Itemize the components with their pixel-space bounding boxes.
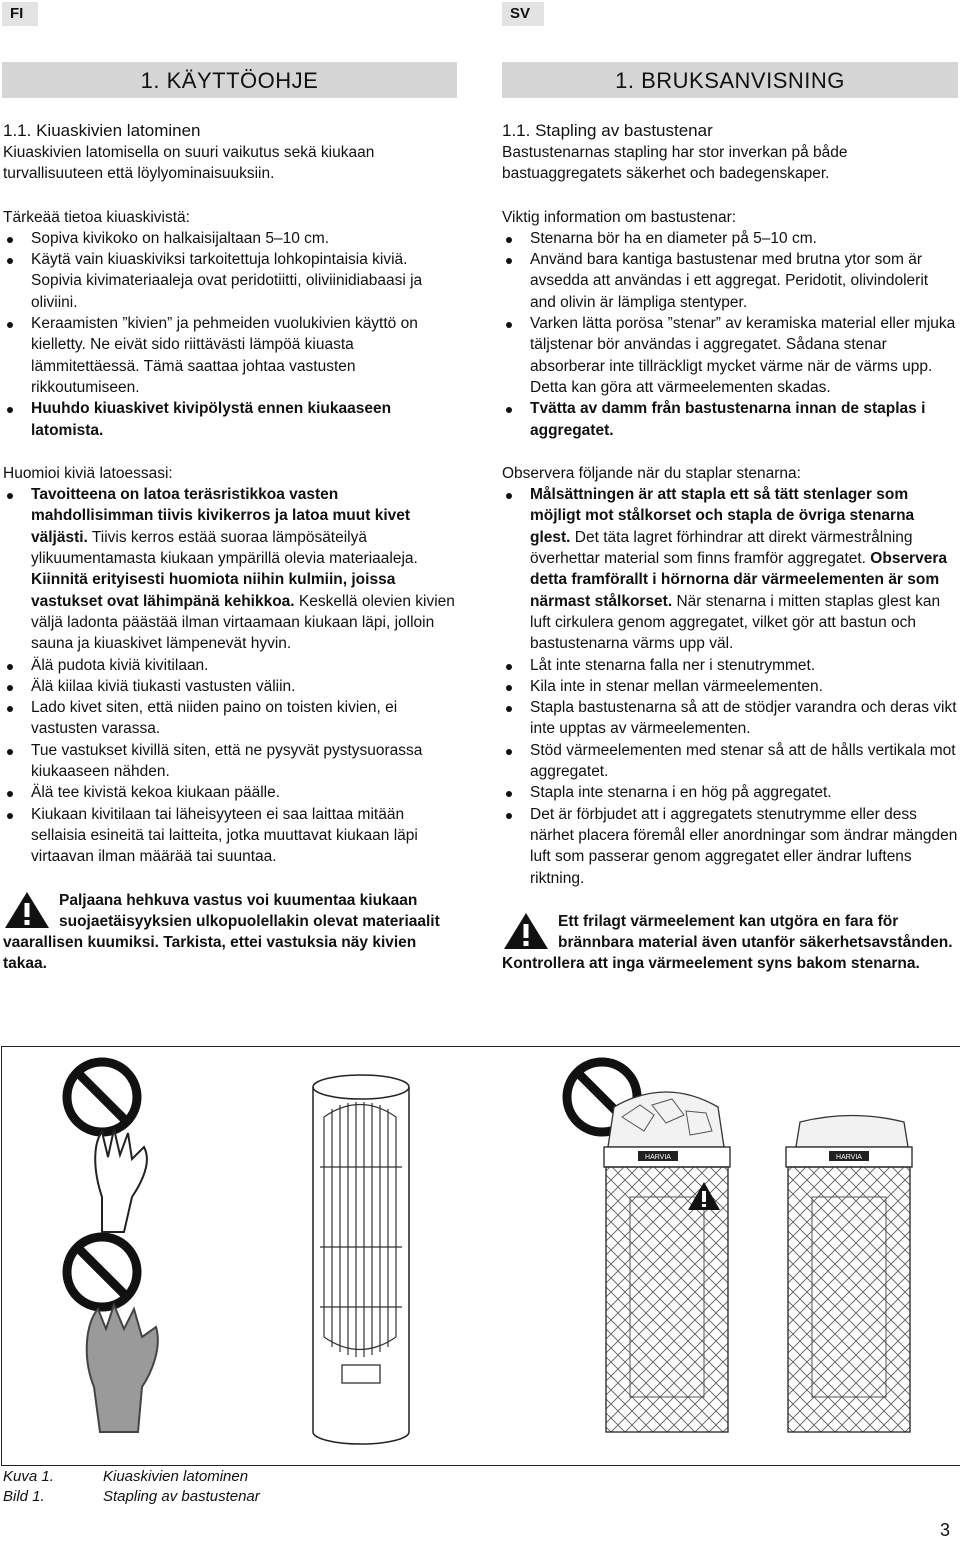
warning-fi: [3, 890, 458, 975]
figure-drawing: [2, 1047, 960, 1465]
heater-correct-stacking-drawing: [786, 1116, 912, 1433]
intro-fi: Kiuaskivien latomisella on suuri vaikutus sekä kiukaan turvallisuuteen että löylyominaisuuksiin.: [3, 144, 375, 183]
list-item: Käytä vain kiuaskiviksi tarkoitettuja lohkopintaisia kiviä. Sopivia kivimateriaaleja ovat peridotiitti, oliviinidiabaasi ja oliviini.: [3, 249, 458, 313]
figure-stacking-illustration: [1, 1046, 960, 1466]
heater-wrong-stacking-drawing: [604, 1092, 730, 1432]
caption-key: Bild 1.: [3, 1488, 45, 1505]
section-title-fi: 1. KÄYTTÖOHJE: [2, 62, 457, 98]
figure-caption-fi: [3, 1467, 248, 1486]
info-title-sv: Viktig information om bastustenar:: [502, 208, 737, 226]
figure-caption-sv: [3, 1487, 260, 1506]
list-item: Tue vastukset kivillä siten, että ne pysyvät pystysuorassa kiukaaseen nähden.: [3, 740, 458, 783]
notice-title-sv: Observera följande när du staplar stenarna:: [502, 464, 801, 482]
list-item: Kila inte in stenar mellan värmeelementen.: [502, 676, 958, 697]
emphasis-text: Observera detta framförallt i hörnorna där värmeelementen är som närmast stålkorset.: [530, 550, 947, 610]
brand-label: HARVIA: [836, 1154, 862, 1161]
prohibition-icon: [67, 1062, 137, 1132]
intro-sv: Bastustenarnas stapling har stor inverkan på både bastuaggregatets säkerhet och badegenskaper.: [502, 144, 848, 183]
list-item: Sopiva kivikoko on halkaisijaltaan 5–10 cm.: [3, 228, 458, 249]
emphasis-text: Kiinnitä erityisesti huomiota niihin kulmiin, joissa vastukset ovat lähimpänä kehikkoa.: [31, 571, 396, 610]
warning-text: Ett frilagt värmeelement kan utgöra en fara för brännbara material även utanför säkerhetsavstånden. Kontrollera att inga värmeelement syns bakom stenarna.: [502, 912, 953, 973]
warning-sv: [502, 911, 958, 975]
caption-key: Kuva 1.: [3, 1468, 54, 1485]
list-item: Använd bara kantiga bastustenar med brutna ytor som är avsedda att användas i ett aggregat. Peridotit, olivindolerit and olivin är lämpliga stentyper.: [502, 249, 958, 313]
list-item: Älä tee kivistä kekoa kiukaan päälle.: [3, 782, 458, 803]
notice-list-sv: [502, 484, 958, 889]
caption-text: Kiuaskivien latominen: [103, 1468, 249, 1485]
heading-sv: 1.1. Stapling av bastustenar: [502, 121, 713, 140]
notice-title-fi: Huomioi kiviä latoessasi:: [3, 464, 173, 482]
lang-tab-sv: SV: [502, 2, 544, 26]
body-text: Keskellä olevien kivien väljä ladonta päästää ilman virtaamaan kiukaan läpi, jolloin sauna ja kiuaskivet lämpenevät hyvin.: [31, 592, 455, 653]
list-item: Huuhdo kiuaskivet kivipölystä ennen kiukaaseen latomista.: [3, 398, 458, 441]
info-list-sv: [502, 228, 958, 441]
list-item: Stenarna bör ha en diameter på 5–10 cm.: [502, 228, 958, 249]
list-item: Stöd värmeelementen med stenar så att de hålls vertikala mot aggregatet.: [502, 740, 958, 783]
glove-icon: [87, 1305, 158, 1432]
heading-fi: 1.1. Kiuaskivien latominen: [3, 121, 201, 140]
notice-list-fi: [3, 484, 458, 867]
caption-text: Stapling av bastustenar: [103, 1488, 260, 1505]
list-item: Älä kiilaa kiviä tiukasti vastusten väliin.: [3, 676, 458, 697]
column-fi: [3, 120, 458, 975]
emphasis-text: Målsättningen är att stapla ett så tätt stenlager som möjligt mot stålkorset och stapla de övriga stenarna glest.: [530, 486, 915, 546]
info-title-fi: Tärkeää tietoa kiuaskivistä:: [3, 208, 190, 226]
list-item: Kiukaan kivitilaan tai läheisyyteen ei saa laittaa mitään sellaisia esineitä tai laitteita, jotka muuttavat kiukaan läpi virtaavan ilman määrää tai suuntaa.: [3, 804, 458, 868]
body-text: När stenarna i mitten staplas glest kan luft cirkulera genom aggregatet, vilket gör att bastun och bastustenarna värms upp väl.: [530, 592, 941, 653]
prohibition-icon: [67, 1237, 137, 1307]
lang-tab-fi: FI: [2, 2, 38, 26]
list-item: Stapla bastustenarna så att de stödjer varandra och deras vikt inte upptas av värmeelementen.: [502, 697, 958, 740]
heater-elements-drawing: [313, 1075, 409, 1444]
list-item: [3, 484, 458, 654]
list-item: Älä pudota kiviä kivitilaan.: [3, 655, 458, 676]
section-title-sv: 1. BRUKSANVISNING: [502, 62, 958, 98]
list-item: Stapla inte stenarna i en hög på aggregatet.: [502, 782, 958, 803]
body-text: Tiivis kerros estää suoraa lämpösäteilyä ylikuumentamasta kiukaan ympärillä olevia materiaaleja.: [31, 528, 418, 568]
list-item: Låt inte stenarna falla ner i stenutrymmet.: [502, 655, 958, 676]
warning-icon: [502, 911, 550, 951]
page-number: 3: [939, 1520, 950, 1540]
list-item: Keraamisten ”kivien” ja pehmeiden vuolukivien käyttö on kielletty. Ne eivät sido riittävästi lämpöä kiuasta lämmitettäessä. Tämä saattaa johtaa vastusten rikkoutumiseen.: [3, 313, 458, 398]
warning-text: Paljaana hehkuva vastus voi kuumentaa kiukaan suojaetäisyyksien ulkopuolellakin olevat materiaalit vaarallisen kuumiksi. Tarkista, ettei vastuksia näy kivien takaa.: [3, 891, 440, 973]
brand-label: HARVIA: [645, 1154, 671, 1161]
body-text: Det täta lagret förhindrar att direkt värmestrålning överhettar material som finns framför aggregatet.: [530, 528, 913, 568]
warning-icon: [3, 890, 51, 930]
hand-icon: [95, 1129, 147, 1232]
list-item: [502, 484, 958, 654]
emphasis-text: Tavoitteena on latoa teräsristikkoa vasten mahdollisimman tiivis kivikerros ja latoa muut kivet väljästi.: [31, 486, 411, 546]
column-sv: [502, 120, 958, 975]
info-list-fi: [3, 228, 458, 441]
list-item: Varken lätta porösa ”stenar” av keramiska material eller mjuka täljstenar bör användas i aggregatet. Sådana stenar absorberar inte tillräckligt mycket värme när de värms upp. Detta kan göra att värmeelementen skadas.: [502, 313, 958, 398]
list-item: Lado kivet siten, että niiden paino on toisten kivien, ei vastusten varassa.: [3, 697, 458, 740]
list-item: Det är förbjudet att i aggregatets stenutrymme eller dess närhet placera föremål eller anordningar som ändrar mängden luft som passerar genom aggregatet eller ändrar luftens riktning.: [502, 804, 958, 889]
list-item: Tvätta av damm från bastustenarna innan de staplas i aggregatet.: [502, 398, 958, 441]
